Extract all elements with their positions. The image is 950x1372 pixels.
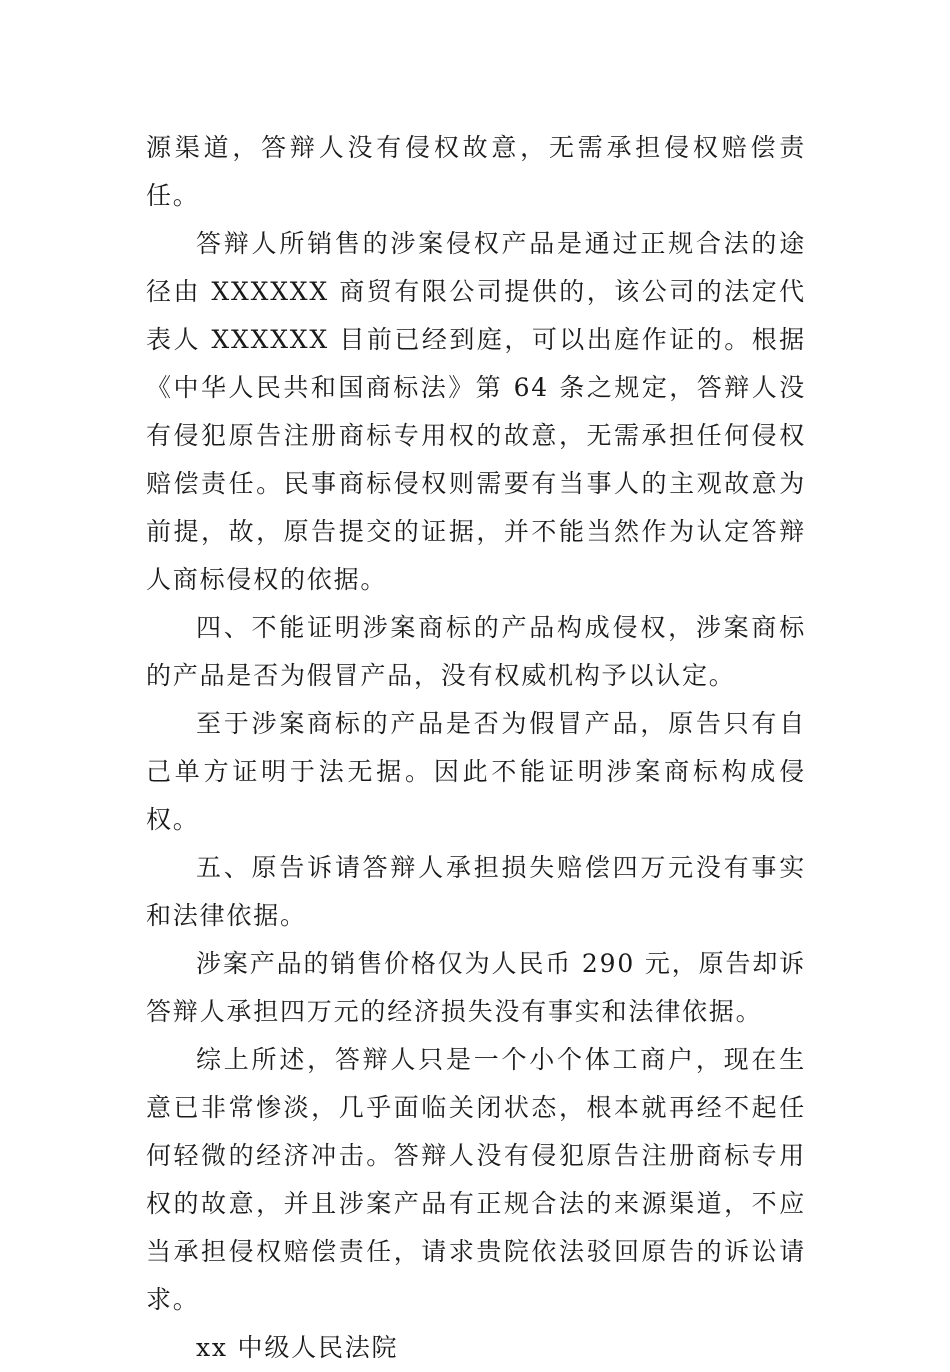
document-body xyxy=(146,124,806,1372)
paragraph-6: 涉案产品的销售价格仅为人民币 290 元，原告却诉答辩人承担四万元的经济损失没有事实和法律依据。 xyxy=(146,949,806,1026)
paragraph-4: 至于涉案商标的产品是否为假冒产品，原告只有自己单方证明于法无据。因此不能证明涉案商标构成侵权。 xyxy=(146,709,806,834)
paragraph-2: 答辩人所销售的涉案侵权产品是通过正规合法的途径由 XXXXXX 商贸有限公司提供的，该公司的法定代表人 XXXXXX 目前已经到庭，可以出庭作证的。根据《中华人民共和国商标法》第 64 条之规定，答辩人没有侵犯原告注册商标专用权的故意，无需承担任何侵权赔偿责任。民事商标侵权则需要有当事人的主观故意为前提，故，原告提交的证据，并不能当然作为认定答辩人商标侵权的依据。 xyxy=(146,229,806,594)
paragraph-1: 源渠道，答辩人没有侵权故意，无需承担侵权赔偿责任。 xyxy=(146,133,806,210)
paragraph-7-conclusion: 综上所述，答辩人只是一个小个体工商户，现在生意已非常惨淡，几乎面临关闭状态，根本就再经不起任何轻微的经济冲击。答辩人没有侵犯原告注册商标专用权的故意，并且涉案产品有正规合法的来源渠道，不应当承担侵权赔偿责任，请求贵院依法驳回原告的诉讼请求。 xyxy=(146,1045,806,1314)
court-signature: xx 中级人民法院 xyxy=(196,1333,399,1362)
paragraph-3-heading-four: 四、不能证明涉案商标的产品构成侵权，涉案商标的产品是否为假冒产品，没有权威机构予以认定。 xyxy=(146,613,806,690)
paragraph-5-heading-five: 五、原告诉请答辩人承担损失赔偿四万元没有事实和法律依据。 xyxy=(146,853,806,930)
